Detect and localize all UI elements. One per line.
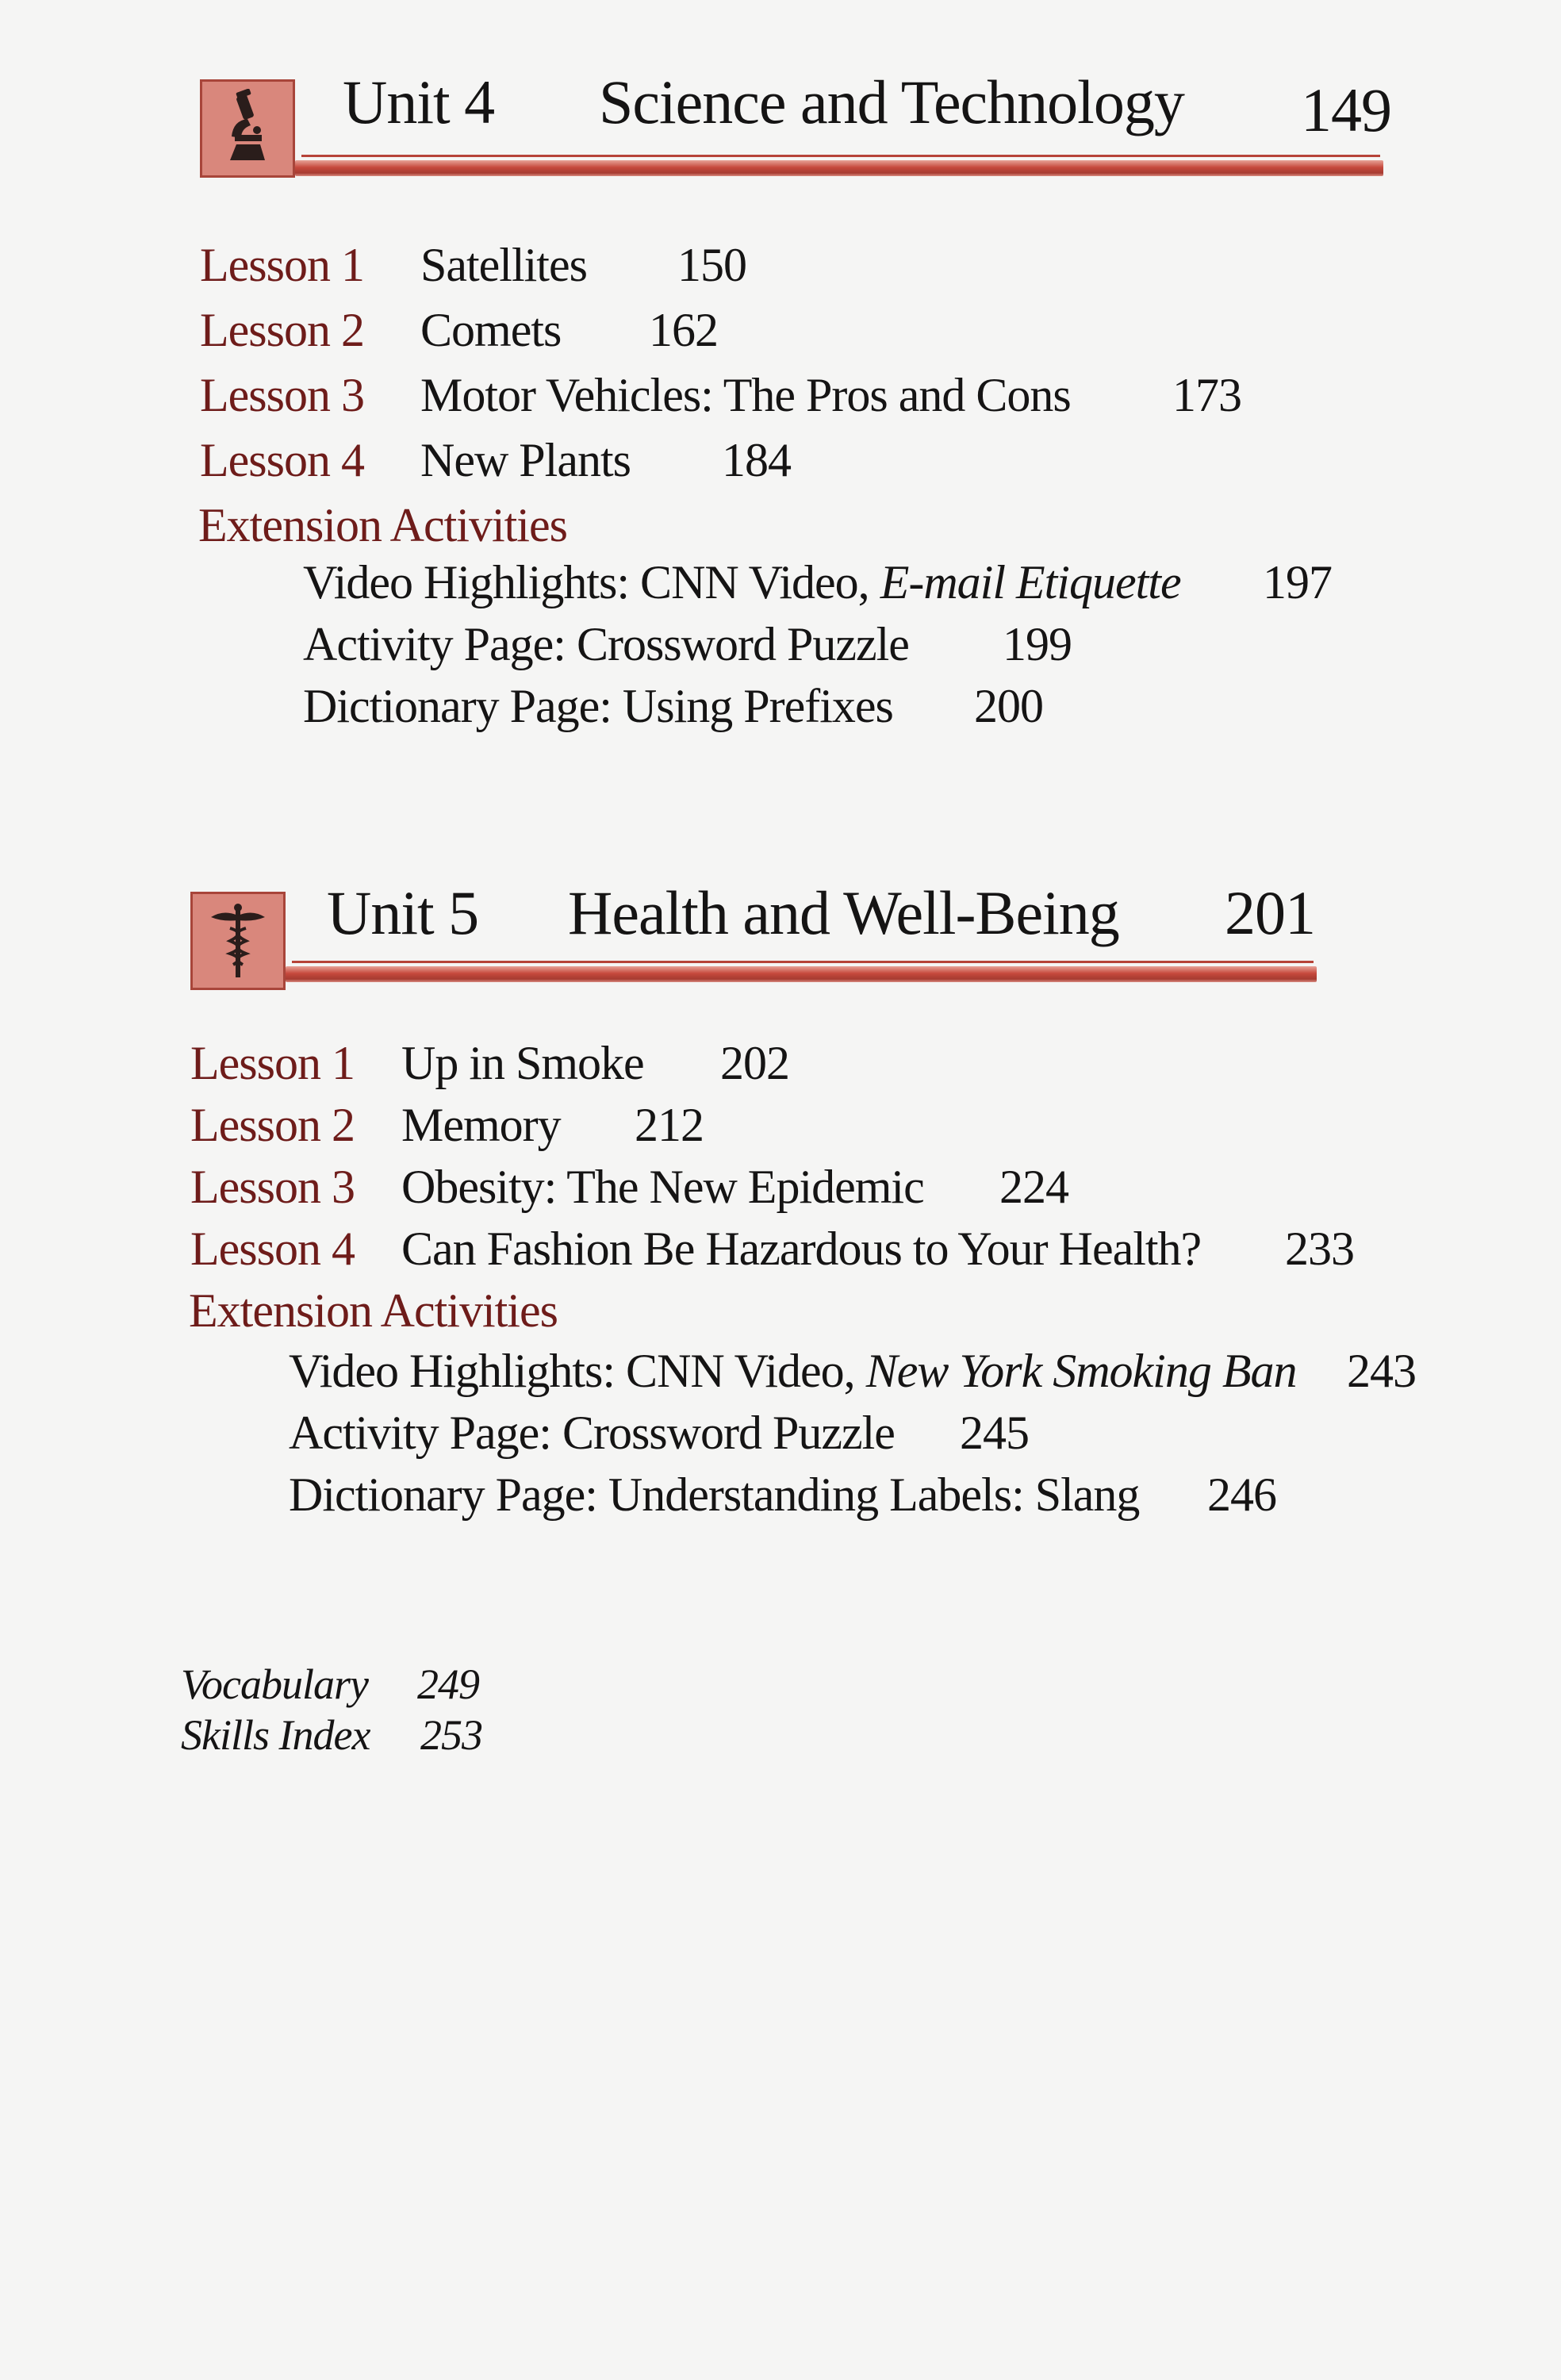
lesson-label: Lesson 4 [200, 434, 364, 486]
microscope-icon [200, 79, 295, 178]
lesson-page-number[interactable]: 202 [720, 1037, 789, 1089]
lesson-title[interactable]: New Plants [420, 434, 631, 486]
lesson-label: Lesson 2 [190, 1099, 355, 1151]
unit-page-number[interactable]: 201 [1225, 878, 1315, 947]
extension-title[interactable] [303, 554, 1181, 611]
extension-row[interactable] [289, 1466, 1479, 1523]
extension-title-text: Video Highlights: CNN Video, [303, 556, 880, 608]
unit-underline-thin [292, 961, 1314, 963]
lesson-title[interactable]: Comets [420, 304, 562, 356]
unit-underline [295, 160, 1383, 176]
lesson-page-number[interactable]: 173 [1172, 369, 1241, 421]
lesson-label: Lesson 3 [190, 1161, 355, 1213]
extension-title-text: Activity Page: Crossword Puzzle [303, 618, 909, 670]
unit-title: Health and Well-Being [568, 878, 1119, 947]
extension-title-text: Video Highlights: CNN Video, [289, 1345, 866, 1397]
lesson-row[interactable] [200, 367, 1390, 424]
extension-title-italic: New York Smoking Ban [865, 1345, 1297, 1397]
back-matter-page-number[interactable]: 249 [417, 1660, 479, 1708]
lesson-label: Lesson 4 [190, 1223, 355, 1275]
lesson-row[interactable] [200, 432, 1390, 489]
lesson-title[interactable]: Obesity: The New Epidemic [401, 1161, 924, 1213]
unit-label: Unit 4 [343, 67, 495, 136]
lesson-page-number[interactable]: 233 [1285, 1223, 1354, 1275]
extension-title[interactable] [289, 1466, 1139, 1523]
lesson-row[interactable] [190, 1158, 1459, 1215]
extension-row[interactable] [303, 678, 1413, 735]
extension-row[interactable] [303, 554, 1413, 611]
lesson-row[interactable] [200, 301, 1390, 359]
lesson-row[interactable] [190, 1096, 1459, 1154]
lesson-row[interactable] [190, 1220, 1459, 1277]
back-matter-row[interactable] [181, 1709, 657, 1761]
unit-title: Science and Technology [599, 67, 1184, 136]
extension-title-text: Dictionary Page: Understanding Labels: Slang [289, 1468, 1140, 1521]
unit-page-number[interactable]: 149 [1301, 75, 1391, 144]
lesson-page-number[interactable]: 184 [722, 434, 791, 486]
lesson-label: Lesson 2 [200, 304, 364, 356]
unit-header [0, 67, 1561, 190]
unit-label: Unit 5 [327, 878, 479, 947]
extension-activities-heading: Extension Activities [189, 1284, 558, 1337]
extension-title[interactable] [303, 678, 893, 735]
extension-page-number[interactable]: 243 [1347, 1345, 1416, 1397]
extension-row[interactable] [303, 616, 1413, 673]
extension-page-number[interactable]: 246 [1207, 1468, 1276, 1521]
lesson-title[interactable]: Motor Vehicles: The Pros and Cons [420, 369, 1071, 421]
extension-title[interactable] [289, 1342, 1296, 1399]
extension-activities-heading: Extension Activities [198, 499, 567, 551]
lesson-page-number[interactable]: 162 [649, 304, 718, 356]
back-matter-page-number[interactable]: 253 [420, 1711, 482, 1759]
extension-page-number[interactable]: 199 [1003, 618, 1072, 670]
lesson-label: Lesson 1 [200, 239, 364, 291]
lesson-page-number[interactable]: 224 [999, 1161, 1068, 1213]
unit-underline [286, 966, 1317, 982]
extension-title-text: Activity Page: Crossword Puzzle [289, 1407, 895, 1459]
extension-page-number[interactable]: 200 [974, 680, 1043, 732]
extension-title[interactable] [289, 1404, 895, 1461]
back-matter-label[interactable]: Skills Index [181, 1711, 370, 1759]
lesson-page-number[interactable]: 212 [635, 1099, 704, 1151]
unit-header [0, 878, 1561, 1001]
extension-title-text: Dictionary Page: Using Prefixes [303, 680, 893, 732]
extension-row[interactable] [289, 1404, 1479, 1461]
lesson-title[interactable]: Up in Smoke [401, 1037, 644, 1089]
lesson-title[interactable]: Satellites [420, 239, 587, 291]
caduceus-icon [190, 892, 286, 990]
lesson-title[interactable]: Memory [401, 1099, 561, 1151]
lesson-title[interactable]: Can Fashion Be Hazardous to Your Health? [401, 1223, 1202, 1275]
lesson-label: Lesson 1 [190, 1037, 355, 1089]
lesson-label: Lesson 3 [200, 369, 364, 421]
lesson-row[interactable] [200, 236, 1390, 294]
lesson-row[interactable] [190, 1035, 1459, 1092]
back-matter-label[interactable]: Vocabulary [181, 1660, 368, 1708]
extension-title-italic: E-mail Etiquette [880, 556, 1181, 608]
extension-page-number[interactable]: 197 [1263, 556, 1332, 608]
unit-underline-thin [301, 155, 1380, 157]
extension-row[interactable] [289, 1342, 1479, 1399]
back-matter-row[interactable] [181, 1658, 657, 1710]
lesson-page-number[interactable]: 150 [677, 239, 746, 291]
extension-page-number[interactable]: 245 [960, 1407, 1029, 1459]
extension-title[interactable] [303, 616, 909, 673]
